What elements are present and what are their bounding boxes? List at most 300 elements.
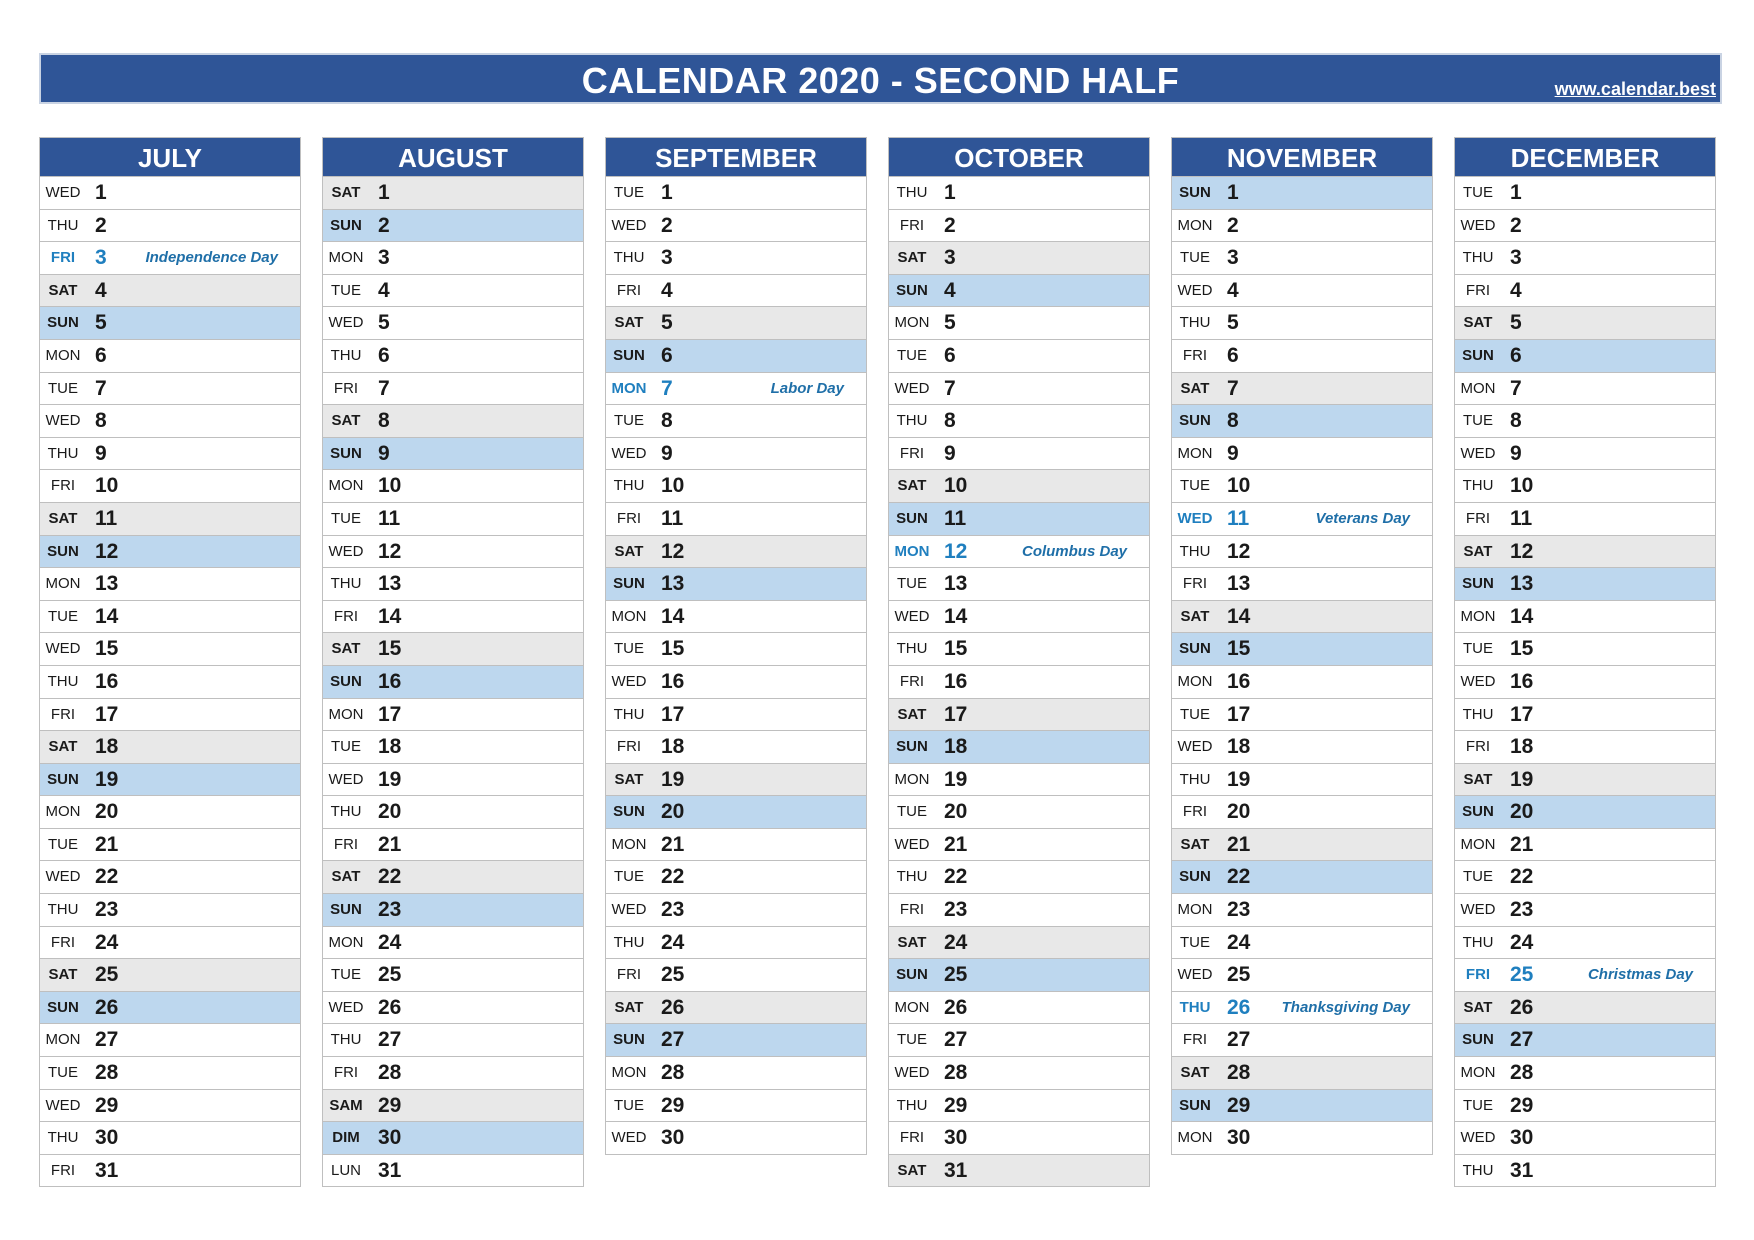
day-number: 27 [1510,1028,1534,1052]
day-row[interactable] [323,1155,583,1188]
day-row[interactable] [1172,307,1432,340]
day-row[interactable] [323,568,583,601]
day-row[interactable] [1172,699,1432,732]
day-row[interactable] [1172,373,1432,406]
day-row[interactable] [1455,1057,1715,1090]
day-number: 19 [661,767,685,791]
weekday-label: FRI [333,835,359,853]
day-row[interactable] [606,959,866,992]
day-row[interactable] [889,861,1149,894]
weekday-label: MON [1177,444,1213,462]
day-row[interactable] [323,1057,583,1090]
day-number: 6 [95,343,107,367]
weekday-label: WED [611,672,647,690]
day-row[interactable] [889,275,1149,308]
day-row[interactable] [606,210,866,243]
day-row[interactable] [889,927,1149,960]
day-row[interactable] [889,699,1149,732]
day-number: 31 [95,1158,119,1182]
day-row[interactable] [606,992,866,1025]
weekday-label: THU [1462,1161,1494,1179]
day-row[interactable] [606,275,866,308]
day-row[interactable] [606,666,866,699]
day-number: 7 [1227,376,1239,400]
day-row[interactable] [1455,796,1715,829]
day-number: 4 [1227,278,1239,302]
day-row[interactable] [1172,242,1432,275]
day-row[interactable] [323,829,583,862]
weekday-label: MON [894,314,930,332]
day-row[interactable] [1455,307,1715,340]
day-row[interactable] [606,373,866,406]
weekday-label: TUE [897,575,927,593]
day-row[interactable] [889,242,1149,275]
day-number: 15 [1510,637,1534,661]
day-row[interactable] [323,666,583,699]
day-row[interactable] [1455,1155,1715,1188]
month-header: OCTOBER [888,137,1150,177]
weekday-label: MON [1460,379,1496,397]
day-row[interactable] [1172,601,1432,634]
day-number: 26 [95,995,119,1019]
day-number: 14 [95,604,119,628]
day-row[interactable] [606,601,866,634]
day-row[interactable] [889,438,1149,471]
day-row[interactable] [889,1155,1149,1188]
day-row[interactable] [40,601,300,634]
day-row[interactable] [40,731,300,764]
day-row[interactable] [323,1090,583,1123]
day-row[interactable] [40,959,300,992]
day-row[interactable] [606,731,866,764]
day-row[interactable] [1172,959,1432,992]
day-row[interactable] [1455,438,1715,471]
day-row[interactable] [1172,796,1432,829]
day-row[interactable] [40,405,300,438]
day-row[interactable] [1455,470,1715,503]
day-number: 29 [1227,1093,1251,1117]
day-row[interactable] [40,438,300,471]
day-number: 5 [1510,311,1522,335]
weekday-label: SAT [897,1161,927,1179]
day-number: 3 [661,246,673,270]
day-row[interactable] [40,633,300,666]
day-row[interactable] [606,927,866,960]
day-number: 21 [944,832,968,856]
day-row[interactable] [323,536,583,569]
weekday-label: THU [1462,249,1494,267]
weekday-label: MON [328,477,364,495]
weekday-label: FRI [899,1129,925,1147]
day-row[interactable] [40,1122,300,1155]
day-row[interactable] [1455,503,1715,536]
day-row[interactable] [889,731,1149,764]
day-number: 29 [95,1093,119,1117]
day-row[interactable] [1172,764,1432,797]
day-row[interactable] [1455,927,1715,960]
day-row[interactable] [40,242,300,275]
weekday-label: MON [328,933,364,951]
holiday-label: Thanksgiving Day [1281,998,1410,1016]
weekday-label: TUE [614,868,644,886]
day-row[interactable] [40,536,300,569]
day-row[interactable] [323,438,583,471]
day-row[interactable] [1172,1122,1432,1155]
day-row[interactable] [1455,373,1715,406]
day-row[interactable] [1455,568,1715,601]
day-row[interactable] [40,275,300,308]
day-row[interactable] [40,307,300,340]
day-number: 1 [95,181,107,204]
day-row[interactable] [323,1122,583,1155]
day-row[interactable] [1455,275,1715,308]
weekday-label: SAT [48,966,78,984]
weekday-label: SUN [1462,346,1494,364]
day-row[interactable] [606,861,866,894]
day-list [605,177,867,1155]
weekday-label: SUN [896,738,928,756]
day-row[interactable] [323,699,583,732]
weekday-label: FRI [616,281,642,299]
month-november [1171,137,1433,1155]
holiday-label: Labor Day [770,379,844,397]
day-number: 26 [1510,995,1534,1019]
weekday-label: WED [1177,966,1213,984]
weekday-label: WED [611,901,647,919]
day-row[interactable] [1172,536,1432,569]
day-row[interactable] [1172,731,1432,764]
day-row[interactable] [323,470,583,503]
day-row[interactable] [889,1122,1149,1155]
day-row[interactable] [323,340,583,373]
day-row[interactable] [323,503,583,536]
day-row[interactable] [40,796,300,829]
day-row[interactable] [1455,242,1715,275]
day-number: 18 [1510,735,1534,759]
day-row[interactable] [323,764,583,797]
day-row[interactable] [1172,568,1432,601]
day-row[interactable] [889,633,1149,666]
day-row[interactable] [323,633,583,666]
day-row[interactable] [1172,992,1432,1025]
day-row[interactable] [889,894,1149,927]
weekday-label: THU [896,412,928,430]
day-number: 8 [378,409,390,433]
day-number: 13 [1227,572,1251,596]
day-row[interactable] [40,210,300,243]
day-number: 12 [661,539,685,563]
day-row[interactable] [606,503,866,536]
day-row[interactable] [323,894,583,927]
day-row[interactable] [1172,438,1432,471]
day-row[interactable] [323,242,583,275]
day-row[interactable] [889,568,1149,601]
day-row[interactable] [1455,894,1715,927]
day-row[interactable] [606,796,866,829]
weekday-label: MON [1177,672,1213,690]
weekday-label: FRI [50,933,76,951]
day-row[interactable] [323,959,583,992]
day-number: 17 [378,702,402,726]
day-row[interactable] [40,1024,300,1057]
weekday-label: FRI [616,509,642,527]
day-row[interactable] [889,177,1149,210]
day-row[interactable] [1455,177,1715,210]
day-row[interactable] [889,601,1149,634]
day-row[interactable] [40,1090,300,1123]
day-row[interactable] [40,177,300,210]
weekday-label: SAT [1463,998,1493,1016]
day-row[interactable] [889,307,1149,340]
day-row[interactable] [1172,405,1432,438]
weekday-label: WED [894,835,930,853]
day-row[interactable] [606,470,866,503]
weekday-label: SUN [1462,1031,1494,1049]
day-row[interactable] [1455,536,1715,569]
day-row[interactable] [40,340,300,373]
day-number: 15 [944,637,968,661]
day-number: 22 [378,865,402,889]
day-row[interactable] [606,242,866,275]
day-row[interactable] [323,405,583,438]
day-row[interactable] [606,699,866,732]
day-row[interactable] [40,666,300,699]
day-row[interactable] [606,764,866,797]
day-number: 21 [661,832,685,856]
weekday-label: TUE [897,803,927,821]
day-number: 10 [378,474,402,498]
day-row[interactable] [1455,601,1715,634]
day-row[interactable] [40,927,300,960]
day-number: 5 [944,311,956,335]
day-row[interactable] [40,861,300,894]
day-row[interactable] [1455,405,1715,438]
day-row[interactable] [1172,1090,1432,1123]
day-row[interactable] [1172,275,1432,308]
day-row[interactable] [606,307,866,340]
day-number: 16 [1510,669,1534,693]
day-row[interactable] [1455,1024,1715,1057]
day-row[interactable] [40,503,300,536]
weekday-label: SUN [1179,412,1211,430]
month-header: NOVEMBER [1171,137,1433,177]
day-row[interactable] [1172,210,1432,243]
day-row[interactable] [323,275,583,308]
day-row[interactable] [606,405,866,438]
day-row[interactable] [323,373,583,406]
day-number: 5 [661,311,673,335]
day-number: 19 [944,767,968,791]
day-row[interactable] [40,373,300,406]
day-row[interactable] [889,405,1149,438]
day-row[interactable] [1455,861,1715,894]
weekday-label: THU [1179,542,1211,560]
day-row[interactable] [606,438,866,471]
day-row[interactable] [1455,829,1715,862]
day-row[interactable] [40,1057,300,1090]
day-number: 3 [944,246,956,270]
day-row[interactable] [606,1057,866,1090]
day-row[interactable] [889,536,1149,569]
day-row[interactable] [323,601,583,634]
day-row[interactable] [323,1024,583,1057]
weekday-label: WED [328,770,364,788]
weekday-label: WED [894,379,930,397]
day-row[interactable] [889,764,1149,797]
day-row[interactable] [606,177,866,210]
day-number: 16 [661,669,685,693]
day-row[interactable] [323,731,583,764]
holiday-label: Christmas Day [1587,966,1693,984]
day-row[interactable] [1455,731,1715,764]
day-row[interactable] [40,1155,300,1188]
day-number: 1 [661,181,673,204]
day-row[interactable] [606,829,866,862]
day-number: 26 [1227,995,1251,1019]
day-row[interactable] [606,1122,866,1155]
day-row[interactable] [40,992,300,1025]
day-row[interactable] [1172,1057,1432,1090]
day-row[interactable] [1455,959,1715,992]
day-row[interactable] [606,1090,866,1123]
day-row[interactable] [40,470,300,503]
day-row[interactable] [1172,633,1432,666]
day-row[interactable] [1455,210,1715,243]
day-number: 2 [944,213,956,237]
day-row[interactable] [1172,503,1432,536]
day-number: 8 [1510,409,1522,433]
day-number: 19 [378,767,402,791]
weekday-label: TUE [1180,249,1210,267]
weekday-label: MON [611,607,647,625]
weekday-label: SAM [329,1096,363,1114]
weekday-label: SAT [331,868,361,886]
day-row[interactable] [40,568,300,601]
weekday-label: SAT [48,509,78,527]
weekday-label: SAT [331,412,361,430]
day-row[interactable] [1172,927,1432,960]
weekday-label: SUN [1179,868,1211,886]
day-row[interactable] [323,796,583,829]
day-row[interactable] [889,992,1149,1025]
day-row[interactable] [1172,177,1432,210]
day-number: 21 [378,832,402,856]
day-row[interactable] [1455,340,1715,373]
day-row[interactable] [1172,470,1432,503]
day-number: 12 [944,539,968,563]
day-row[interactable] [323,861,583,894]
day-row[interactable] [606,1024,866,1057]
day-row[interactable] [1455,699,1715,732]
website-link[interactable]: www.calendar.best [1554,79,1716,99]
day-row[interactable] [889,829,1149,862]
day-row[interactable] [323,307,583,340]
month-december [1454,137,1716,1187]
weekday-label: FRI [1182,1031,1208,1049]
day-number: 3 [378,246,390,270]
day-row[interactable] [889,503,1149,536]
weekday-label: FRI [1182,575,1208,593]
weekday-label: THU [1179,998,1211,1016]
weekday-label: WED [45,1096,81,1114]
day-number: 2 [378,213,390,237]
day-number: 11 [378,506,401,530]
day-row[interactable] [606,340,866,373]
day-row[interactable] [1455,633,1715,666]
day-row[interactable] [1455,992,1715,1025]
day-row[interactable] [40,699,300,732]
day-number: 4 [944,278,956,302]
day-row[interactable] [889,959,1149,992]
day-number: 30 [95,1126,119,1150]
day-row[interactable] [1172,829,1432,862]
day-row[interactable] [889,1090,1149,1123]
day-number: 4 [378,278,390,302]
day-row[interactable] [1455,666,1715,699]
day-row[interactable] [1172,666,1432,699]
day-number: 22 [1510,865,1534,889]
weekday-label: WED [894,607,930,625]
day-row[interactable] [606,894,866,927]
day-row[interactable] [1172,894,1432,927]
day-number: 15 [1227,637,1251,661]
weekday-label: MON [1460,835,1496,853]
day-row[interactable] [889,470,1149,503]
day-row[interactable] [323,992,583,1025]
weekday-label: WED [45,184,81,201]
day-row[interactable] [606,633,866,666]
day-number: 21 [1227,832,1251,856]
day-row[interactable] [1455,1090,1715,1123]
day-number: 8 [1227,409,1239,433]
day-number: 10 [1227,474,1251,498]
day-number: 22 [661,865,685,889]
weekday-label: FRI [333,379,359,397]
day-row[interactable] [1172,340,1432,373]
day-row[interactable] [889,373,1149,406]
weekday-label: THU [47,444,79,462]
day-number: 13 [95,572,119,596]
day-row[interactable] [889,340,1149,373]
day-number: 11 [944,506,967,530]
day-row[interactable] [1455,764,1715,797]
day-row[interactable] [889,1057,1149,1090]
day-row[interactable] [889,666,1149,699]
weekday-label: MON [45,346,81,364]
day-number: 9 [1510,441,1522,465]
day-row[interactable] [1172,1024,1432,1057]
weekday-label: THU [330,1031,362,1049]
day-number: 14 [944,604,968,628]
day-row[interactable] [40,894,300,927]
weekday-label: WED [1460,216,1496,234]
day-row[interactable] [889,796,1149,829]
day-row[interactable] [606,536,866,569]
weekday-label: MON [1177,216,1213,234]
day-row[interactable] [606,568,866,601]
day-number: 6 [1227,343,1239,367]
day-row[interactable] [40,764,300,797]
day-row[interactable] [323,210,583,243]
day-number: 6 [944,343,956,367]
day-row[interactable] [40,829,300,862]
day-row[interactable] [323,177,583,210]
day-row[interactable] [1455,1122,1715,1155]
day-row[interactable] [323,927,583,960]
day-row[interactable] [889,1024,1149,1057]
day-row[interactable] [889,210,1149,243]
day-row[interactable] [1172,861,1432,894]
